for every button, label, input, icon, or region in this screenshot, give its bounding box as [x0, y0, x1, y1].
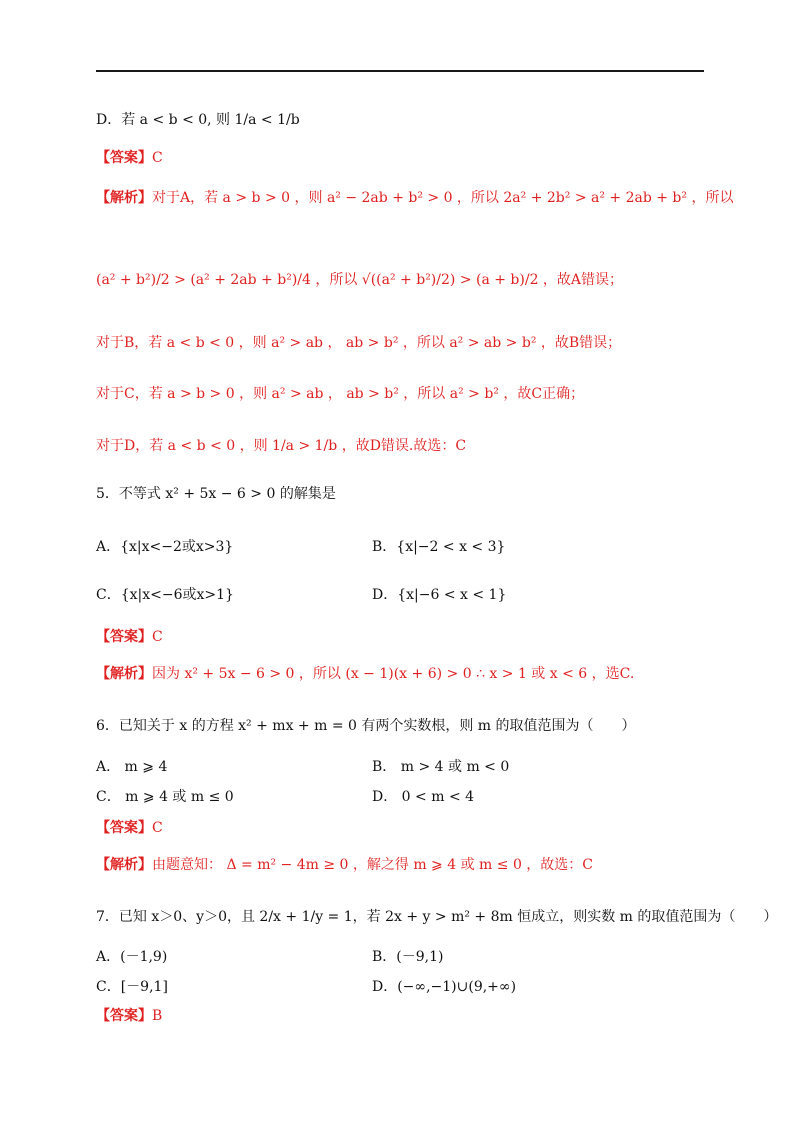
explanation-q5: [96, 664, 634, 684]
answer-q6: [96, 818, 163, 838]
q7-option-d: D．(−∞,−1)∪(9,+∞): [372, 979, 517, 995]
option-d-q4: D．若 a < b < 0, 则 1/a < 1/b: [96, 112, 300, 128]
q6-option-b: B． m > 4 或 m < 0: [372, 759, 510, 775]
q5-option-b: B．{x|−2 < x < 3}: [372, 539, 506, 555]
explanation-tag: 【解析】: [96, 666, 152, 682]
question-5: 5．不等式 x² + 5x − 6 > 0 的解集是: [96, 486, 336, 502]
answer-q7: [96, 1006, 162, 1026]
answer-value: C: [152, 629, 163, 645]
explanation-tag: 【解析】: [96, 857, 152, 873]
q6-option-a: A． m ⩾ 4: [96, 759, 168, 775]
q5-option-d: D．{x|−6 < x < 1}: [372, 587, 507, 603]
question-6: 6．已知关于 x 的方程 x² + mx + m = 0 有两个实数根，则 m 的取值范围为（ ）: [96, 718, 636, 734]
answer-value: B: [152, 1008, 163, 1024]
explanation-q4-c: 对于C，若 a > b > 0 ，则 a² > ab ， ab > b² ，所以 a² > b² ，故C正确；: [96, 386, 585, 402]
q7-option-c: C．[－9,1]: [96, 979, 168, 995]
explanation-text: 因为 x² + 5x − 6 > 0 ，所以 (x − 1)(x + 6) > 0 ∴ x > 1 或 x < 6 ，选C.: [152, 666, 635, 682]
q7-option-a: A．(－1,9): [96, 949, 168, 965]
explanation-q6: [96, 855, 593, 875]
answer-value: C: [152, 150, 163, 166]
explanation-tag: 【解析】: [96, 190, 152, 206]
q5-option-a: A．{x|x<−2或x>3}: [96, 539, 234, 555]
answer-tag: 【答案】: [96, 820, 152, 836]
explanation-q4-a1: [96, 188, 733, 208]
answer-tag: 【答案】: [96, 1008, 152, 1024]
answer-q4: [96, 148, 163, 168]
explanation-text: 对于A，若 a > b > 0 ，则 a² − 2ab + b² > 0 ，所以 2a² + 2b² > a² + 2ab + b² ，所以: [152, 190, 734, 206]
explanation-q4-b: 对于B，若 a < b < 0 ，则 a² > ab ， ab > b² ，所以 a² > ab > b² ，故B错误；: [96, 335, 622, 351]
explanation-q4-a2: (a² + b²)/2 > (a² + 2ab + b²)/4 ，所以 √((a² + b²)/2) > (a + b)/2 ，故A错误；: [96, 272, 624, 288]
answer-tag: 【答案】: [96, 629, 152, 645]
explanation-q4-d: 对于D，若 a < b < 0 ，则 1/a > 1/b ，故D错误.故选：C: [96, 438, 467, 454]
question-7: 7．已知 x＞0、y＞0，且 2/x + 1/y = 1，若 2x + y > m² + 8m 恒成立，则实数 m 的取值范围为（ ）: [96, 909, 778, 925]
q7-option-b: B．(－9,1): [372, 949, 444, 965]
q5-option-c: C．{x|x<−6或x>1}: [96, 587, 234, 603]
q6-option-c: C． m ⩾ 4 或 m ≤ 0: [96, 789, 234, 805]
header-rule: [96, 70, 704, 72]
answer-tag: 【答案】: [96, 150, 152, 166]
answer-value: C: [152, 820, 163, 836]
answer-q5: [96, 627, 163, 647]
explanation-text: 由题意知： Δ = m² − 4m ≥ 0 ，解之得 m ⩾ 4 或 m ≤ 0 ，故选：C: [152, 857, 594, 873]
q6-option-d: D． 0 < m < 4: [372, 789, 475, 805]
